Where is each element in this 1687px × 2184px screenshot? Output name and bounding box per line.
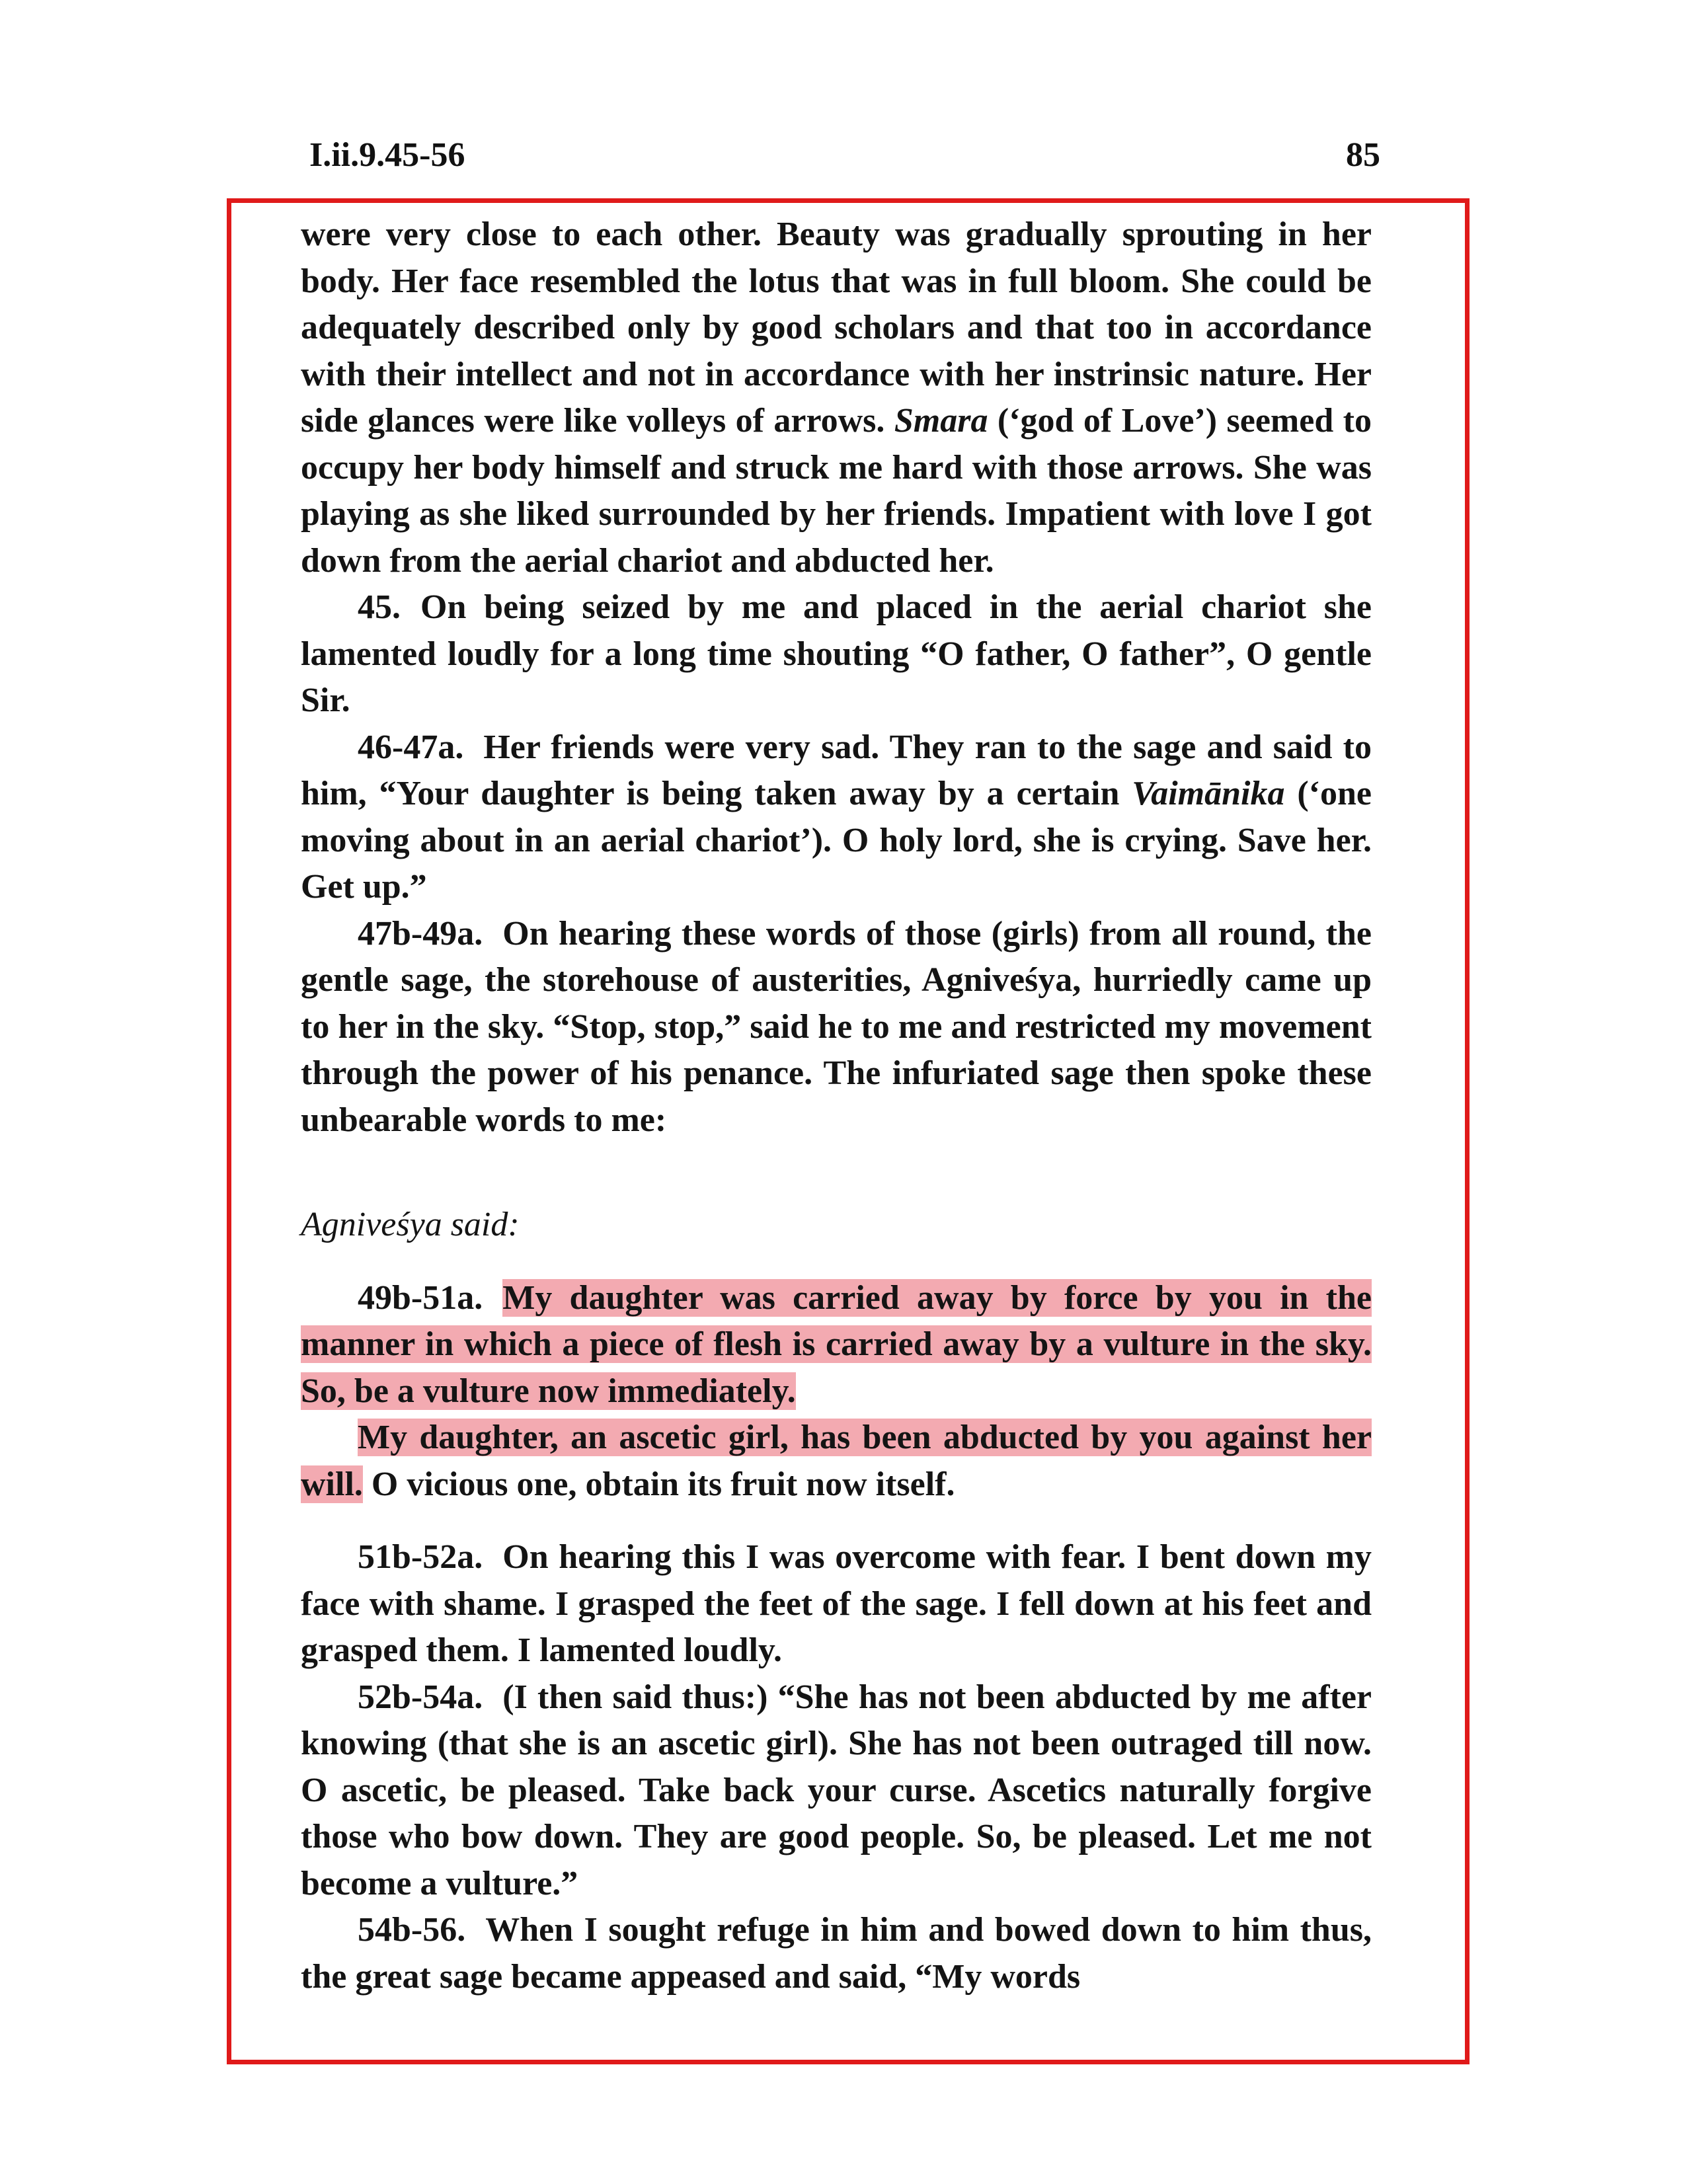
page-number: 85 [1346,136,1380,174]
highlighted-text: My daughter, an ascetic girl, has been abducted by you against her will. [301,1419,1372,1503]
italic-term: Vaimānika [1132,775,1285,812]
speaker-heading: Agniveśya said: [301,1206,520,1243]
page-header [309,136,1380,188]
paragraph-text: (‘one moving about in an aerial chariot’). O holy lord, she is crying. Save her. Get up.” [301,775,1372,906]
paragraph-text: When I sought refuge in him and bowed down to him thus, the great sage became appeased and said, “My words [301,1911,1372,1996]
verse-number: 49b-51a. [358,1278,483,1317]
verse-number: 46-47a. [358,728,464,766]
verse-paragraph [301,1674,1372,1908]
verse-paragraph [301,1534,1372,1674]
verse-paragraph [301,1415,1372,1508]
verse-number: 52b-54a. [358,1678,483,1716]
spacer [301,1144,1372,1202]
highlighted-text: My daughter was carried away by force by you in the manner in which a piece of flesh is carried away by a vulture in the sky. So, be a vulture now immediately. [301,1278,1372,1410]
paragraph-text: On hearing these words of those (girls) from all round, the gentle sage, the storehouse of austerities, Agniveśya, hurriedly came up to her in the sky. “Stop, stop,” said he to me and restricted my movement through the power of his penance. The infuriated sage then spoke these unbearable words to me: [301,914,1372,1139]
paragraph-text: were very close to each other. Beauty was gradually sprouting in her body. Her face resembled the lotus that was in full bloom. She could be adequately described only by good scholars and that too in accordance with their intellect and not in accordance with her instrinsic nature. Her side glances were like volleys of arrows. [301,215,1372,440]
page-body [301,212,1372,2000]
verse-paragraph [301,724,1372,911]
paragraph-text: (‘god of Love’) seemed to occupy her body himself and struck me hard with those arrows. She was playing as she liked surrounded by her friends. Impatient with love I got down from the aerial chariot and abducted her. [301,402,1372,580]
verse-number: 54b-56. [358,1911,466,1949]
verse-number: 45. [358,588,401,626]
verse-paragraph [301,1275,1372,1415]
verse-paragraph [301,584,1372,724]
verse-paragraph [301,1907,1372,2000]
spacer [301,1508,1372,1534]
paragraph-continuation [301,212,1372,584]
section-reference: I.ii.9.45-56 [309,136,465,174]
paragraph-text: On hearing this I was overcome with fear. I bent down my face with shame. I grasped the feet of the sage. I fell down at his feet and grasped them. I lamented loudly. [301,1538,1372,1669]
paragraph-text: O vicious one, obtain its fruit now itself. [362,1465,955,1503]
italic-term: Smara [894,402,988,440]
verse-number: 47b-49a. [358,914,483,953]
verse-number: 51b-52a. [358,1538,483,1576]
spacer [301,1249,1372,1275]
paragraph-text: Her friends were very sad. They ran to the sage and said to him, “Your daughter is being taken away by a certain [301,728,1372,812]
paragraph-text: On being seized by me and placed in the aerial chariot she lamented loudly for a long time shouting “O father, O father”, O gentle Sir. [301,588,1372,719]
paragraph-text: (I then said thus:) “She has not been abducted by me after knowing (that she is an ascetic girl). She has not been outraged till now. O ascetic, be pleased. Take back your curse. Ascetics naturally forgive those who bow down. They are good people. So, be pleased. Let me not become a vulture.” [301,1678,1372,1902]
verse-paragraph [301,911,1372,1144]
